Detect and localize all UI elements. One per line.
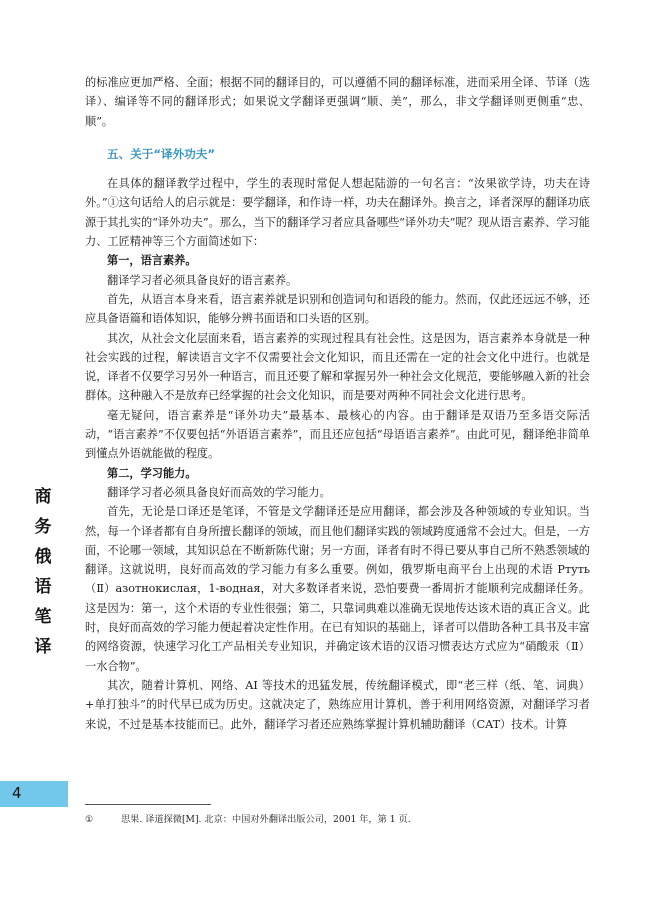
paragraph: 首先，从语言本身来看，语言素养就是识别和创造词句和语段的能力。然而，仅此还远远不够，还应具备语篇和语体知识，能够分辨书面语和口头语的区别。 [85,292,590,326]
subheading-language-literacy: 第一，语言素养。 [107,253,197,268]
footnote-mark: ① [85,814,94,825]
main-text [85,73,590,734]
paragraph-intro: 在具体的翻译教学过程中，学生的表现时常促人想起陆游的一句名言：“汝果欲学诗，功夫在诗外。”①这句话给人的启示就是：要学翻译，和作诗一样，功夫在翻译外。换言之，译者深厚的翻译功底源于其扎实的“译外功夫”。那么，当下的翻译学习者应具备哪些“译外功夫”呢？现从语言素养、学习能力、工匠精神等三个方面简述如下： [85,177,590,249]
page-number: 4 [12,784,22,802]
book-title-char: 商 [34,487,52,507]
book-title-char: 务 [34,517,52,537]
book-title-char: 笔 [34,607,52,627]
paragraph: 其次，从社会文化层面来看，语言素养的实现过程具有社会性。这是因为，语言素养本身就是一种社会实践的过程，解读语言文字不仅需要社会文化知识，而且还需在一定的社会文化中进行。也就是说，译者不仅要学习另外一种语言，而且还要了解和掌握另外一种社会文化规范，要能够融入新的社会群体。这种融入不是放弃已经掌握的社会文化知识，而是要对两种不同社会文化进行思考。 [85,331,590,403]
paragraph: 毫无疑问，语言素养是“译外功夫”最基本、最核心的内容。由于翻译是双语乃至多语交际活动，“语言素养”不仅要包括“外语语言素养”，而且还应包括“母语语言素养”。由此可见，翻译绝非简单到懂点外语就能做的程度。 [85,408,590,461]
section-heading: 五、关于“译外功夫” [107,146,215,161]
page-number-tab [0,781,68,807]
paragraph: 翻译学习者必须具备良好的语言素养。 [107,273,298,287]
paragraph: 首先，无论是口译还是笔译，不管是文学翻译还是应用翻译，都会涉及各种领域的专业知识。当然，每一个译者都有自身所擅长翻译的领域，而且他们翻译实践的领域跨度通常不会过大。但是，一方面，不论哪一领域，其知识总在不断新陈代谢；另一方面，译者有时不得已要从事自己所不熟悉领域的翻译。这就说明，良好而高效的学习能力有多么重要。例如，俄罗斯电商平台上出现的术语 Pтуть（Ⅱ）азотнокислая，1-водная，对大多数译者来说，恐怕要费一番周折才能顺利完成翻译任务。这是因为：第一，这个术语的专业性很强；第二，只靠词典难以准确无误地传达该术语的真正含义。此时，良好而高效的学习能力便起着决定性作用。在已有知识的基础上，译者可以借助各种工具书及丰富的网络资源，快速学习化工产品相关专业知识，并确定该术语的汉语习惯表达方式应为“硝酸汞（Ⅱ）一水合物”。 [85,505,590,673]
footnote-text: 思果. 译道探微[M]. 北京：中国对外翻译出版公司，2001 年，第 1 页. [121,814,411,825]
book-title-char: 语 [34,577,52,597]
book-title-char: 译 [34,637,52,657]
subheading-learning-ability: 第二，学习能力。 [107,465,197,480]
footnote [85,813,590,827]
paragraph: 翻译学习者必须具备良好而高效的学习能力。 [107,485,331,499]
paragraph-continued: 的标准应更加严格、全面；根据不同的翻译目的，可以遵循不同的翻译标准，进而采用全译、节译（选译）、编译等不同的翻译形式；如果说文学翻译更强调“顺、美”，那么，非文学翻译则更侧重“忠、顺”。 [85,76,590,128]
footnote-divider [85,804,211,805]
book-title-char: 俄 [34,547,52,567]
paragraph: 其次，随着计算机、网络、AI 等技术的迅猛发展，传统翻译模式，即“老三样（纸、笔、词典）+单打独斗”的时代早已成为历史。这就决定了，熟练应用计算机，善于利用网络资源，对翻译学习者来说，不过是基本技能而已。此外，翻译学习者还应熟练掌握计算机辅助翻译（CAT）技术。计算 [85,678,590,731]
book-title-vertical [28,482,58,662]
